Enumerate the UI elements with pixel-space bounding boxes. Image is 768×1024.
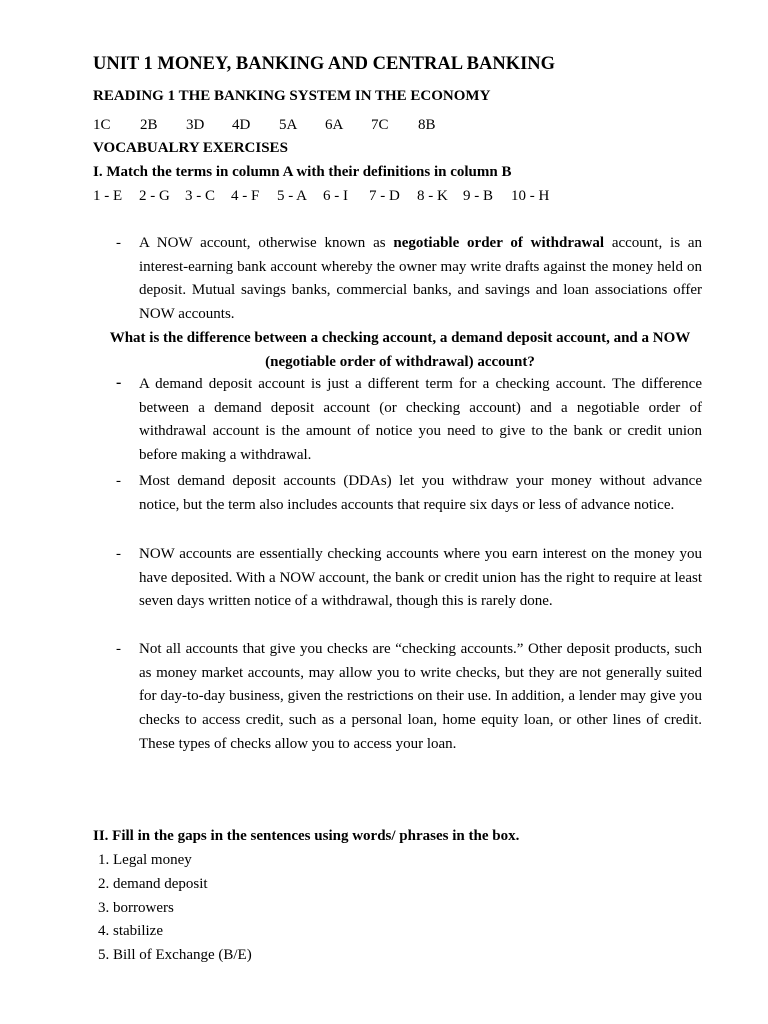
unit-title: UNIT 1 MONEY, BANKING AND CENTRAL BANKING [93,54,556,74]
fill-gap-answer: 5. Bill of Exchange (B/E) [98,947,252,963]
bullet-dash: - [116,546,121,562]
match-answer: 8 - K [417,188,448,204]
difference-question: What is the difference between a checking account, a demand deposit account, and a NOW (negotiable order of withdrawal) account? [109,330,691,370]
reading-title: READING 1 THE BANKING SYSTEM IN THE ECONOMY [93,88,491,104]
match-answer: 1 - E [93,188,123,204]
match-answer: 9 - B [463,188,493,204]
fill-gap-answer: 2. demand deposit [98,876,208,892]
match-answer: 6 - I [323,188,348,204]
match-answer: 4 - F [231,188,260,204]
reading-answer: 3D [186,117,205,133]
fill-gap-answer: 1. Legal money [98,852,192,868]
now-paragraph-text: A NOW account, otherwise known as [139,235,394,251]
match-answer: 5 - A [277,188,307,204]
exercise2-heading: II. Fill in the gaps in the sentences using words/ phrases in the box. [93,828,520,844]
answer-paragraph-ddas-term: A demand deposit account is just a different term for a checking account. The difference between a demand deposit account (or checking account) and a negotiable order of withdrawal account is the amount of notice you need to give to the bank or credit union before making a withdrawal. [139,376,702,464]
match-answer: 7 - D [369,188,400,204]
reading-answer: 6A [325,117,344,133]
vocab-heading: VOCABUALRY EXERCISES [93,140,288,156]
match-answer: 10 - H [511,188,550,204]
bullet-dash: - [116,235,121,251]
exercise1-heading: I. Match the terms in column A with their definitions in column B [93,164,512,180]
match-answer: 2 - G [139,188,170,204]
reading-answer: 5A [279,117,298,133]
fill-gap-answer: 4. stabilize [98,923,163,939]
reading-answer: 8B [418,117,436,133]
match-answer: 3 - C [185,188,215,204]
reading-answer: 7C [371,117,389,133]
now-account-paragraph [139,232,702,327]
bullet-dash: - [116,374,122,391]
bullet-dash: - [116,641,121,657]
answer-paragraph-ddas-notice: Most demand deposit accounts (DDAs) let you withdraw your money without advance notice, but the term also includes accounts that require six days or less of advance notice. [139,473,702,513]
bullet-dash: - [116,473,121,489]
fill-gap-answer: 3. borrowers [98,900,174,916]
answer-paragraph-checks: Not all accounts that give you checks are “checking accounts.” Other deposit products, such as money market accounts, may allow you to write checks, but they are not generally suited for day-to-day business, given the restrictions on their use. In addition, a lender may give you checks to access credit, such as a personal loan, home equity loan, or other lines of credit. These types of checks allow you to access your loan. [139,641,702,752]
reading-answer: 4D [232,117,251,133]
answer-paragraph-now-interest: NOW accounts are essentially checking accounts where you earn interest on the money you have deposited. With a NOW account, the bank or credit union has the right to require at least seven days written notice of a withdrawal, though this is rarely done. [139,546,702,610]
now-paragraph-bold-term: negotiable order of withdrawal [393,235,605,251]
reading-answer: 2B [140,117,158,133]
reading-answer: 1C [93,117,111,133]
now-paragraph-text: account, is an interest-earning bank account whereby the owner may write drafts against the money held on deposit. Mutual savings banks, commercial banks, and savings and loan associations offer NOW accounts. [139,235,702,323]
